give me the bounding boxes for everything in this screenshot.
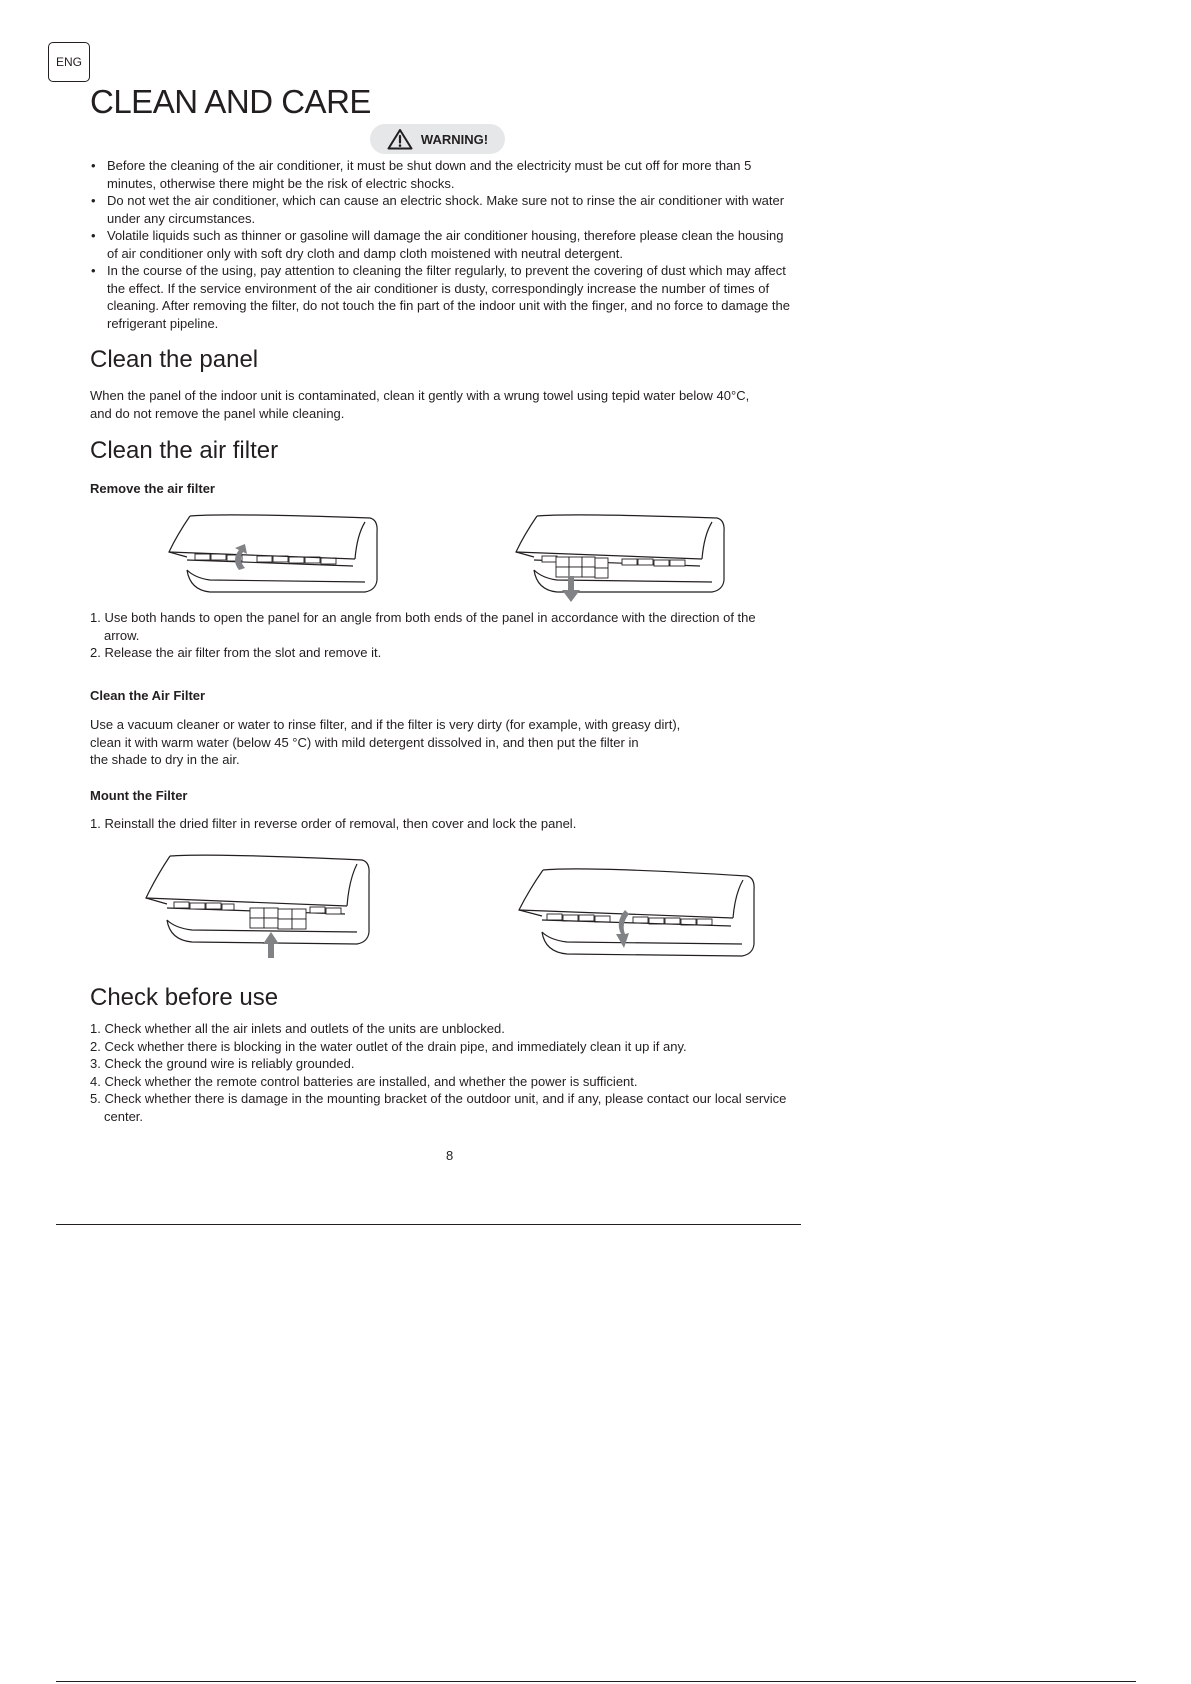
list-item: 5. Check whether there is damage in the mounting bracket of the outdoor unit, and if any, please contact our local service center. bbox=[90, 1091, 787, 1124]
clean-panel-text: When the panel of the indoor unit is contaminated, clean it gently with a wrung towel using tepid water below 40°C, and do not remove the panel while cleaning. bbox=[90, 388, 750, 421]
language-badge: ENG bbox=[48, 42, 90, 82]
text-line: clean it with warm water (below 45 °C) with mild detergent dissolved in, and then put the filter in bbox=[90, 734, 639, 750]
illustration-insert-filter bbox=[142, 852, 372, 962]
illustration-remove-filter bbox=[512, 510, 727, 605]
list-item: • Before the cleaning of the air conditioner, it must be shut down and the electricity must be cut off for more than 5 minutes, otherwise there might be the risk of electric shocks. bbox=[90, 157, 790, 192]
clean-filter-text bbox=[90, 716, 790, 769]
warning-label: WARNING! bbox=[420, 131, 489, 147]
list-item: • In the course of the using, pay attention to cleaning the filter regularly, to prevent the covering of dust which may affect the effect. If the service environment of the air conditioner is dusty, correspondingly increase the number of times of cleaning. After removing the filter, do not touch the fin part of the indoor unit with the finger, and no force to damage the refrigerant pipeline. bbox=[90, 262, 790, 332]
check-steps-list bbox=[90, 1020, 790, 1125]
list-item: 2. Ceck whether there is blocking in the water outlet of the drain pipe, and immediately clean it up if any. bbox=[90, 1038, 687, 1054]
warning-pill bbox=[370, 124, 505, 154]
section-heading-clean-panel: Clean the panel bbox=[90, 346, 259, 373]
section-heading-check: Check before use bbox=[90, 984, 279, 1011]
divider-line bbox=[56, 1224, 801, 1225]
text-line: the shade to dry in the air. bbox=[90, 752, 240, 767]
list-item: 4. Check whether the remote control batteries are installed, and whether the power is sufficient. bbox=[90, 1073, 638, 1089]
section-heading-clean-filter: Clean the air filter bbox=[90, 437, 279, 464]
bottom-divider-line bbox=[56, 1681, 1136, 1682]
list-item: • Volatile liquids such as thinner or gasoline will damage the air conditioner housing, therefore please clean the housing of air conditioner only with soft dry cloth and damp cloth moistened with neutral detergent. bbox=[90, 227, 790, 262]
illustration-close-panel bbox=[515, 860, 760, 965]
sub-heading-remove-filter: Remove the air filter bbox=[90, 481, 215, 496]
warning-list bbox=[90, 157, 790, 332]
list-item: 3. Check the ground wire is reliably grounded. bbox=[90, 1056, 355, 1071]
mount-steps-list bbox=[90, 815, 790, 833]
illustration-open-panel bbox=[165, 510, 380, 600]
page-number: 8 bbox=[446, 1148, 454, 1163]
sub-heading-clean-filter: Clean the Air Filter bbox=[90, 688, 206, 703]
remove-steps-list bbox=[90, 609, 790, 662]
page-title: CLEAN AND CARE bbox=[90, 83, 371, 120]
list-item: 1. Check whether all the air inlets and outlets of the units are unblocked. bbox=[90, 1021, 505, 1036]
list-item: 1. Reinstall the dried filter in reverse order of removal, then cover and lock the panel. bbox=[90, 816, 577, 831]
list-item: 2. Release the air filter from the slot and remove it. bbox=[90, 645, 382, 660]
text-line: Use a vacuum cleaner or water to rinse filter, and if the filter is very dirty (for example, with greasy dirt), bbox=[90, 717, 681, 732]
warning-triangle-icon bbox=[387, 128, 413, 150]
list-item: • Do not wet the air conditioner, which can cause an electric shock. Make sure not to rinse the air conditioner with water under any circumstances. bbox=[90, 192, 790, 227]
list-item: 1. Use both hands to open the panel for an angle from both ends of the panel in accordance with the direction of the arrow. bbox=[90, 610, 756, 643]
sub-heading-mount-filter: Mount the Filter bbox=[90, 788, 188, 803]
